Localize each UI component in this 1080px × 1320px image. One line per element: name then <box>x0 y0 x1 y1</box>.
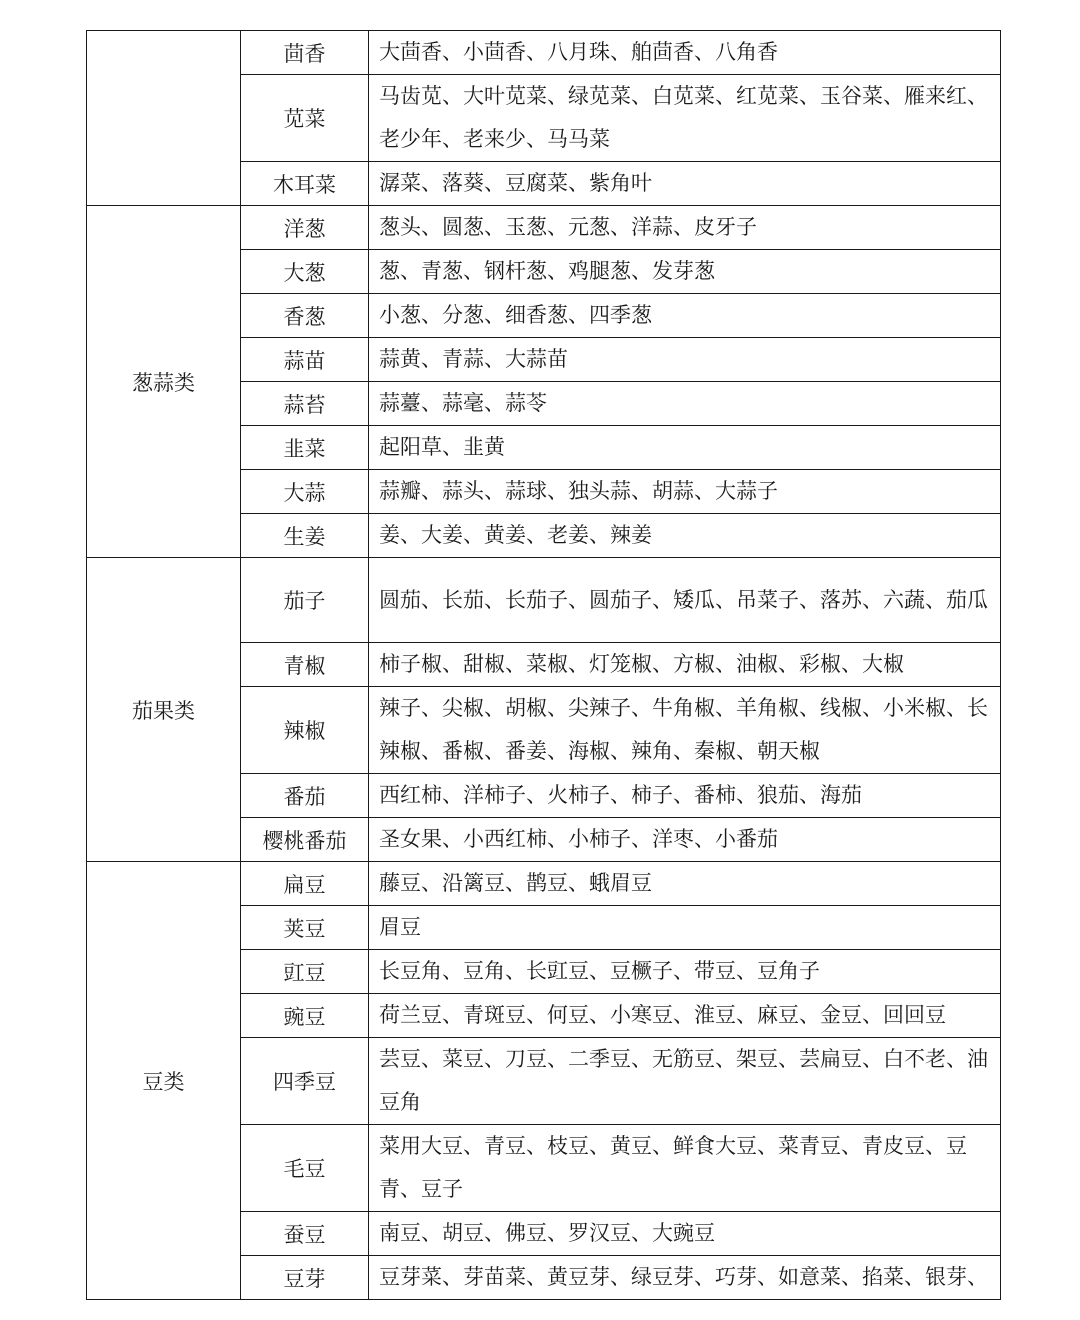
vegetable-name-cell: 蚕豆 <box>241 1212 369 1256</box>
vegetable-name-cell: 四季豆 <box>241 1038 369 1125</box>
category-cell: 豆类 <box>87 862 241 1300</box>
table-row <box>87 31 1001 75</box>
table-body <box>87 31 1001 1300</box>
vegetable-name-cell: 大葱 <box>241 250 369 294</box>
category-cell: 葱蒜类 <box>87 206 241 558</box>
alias-list-cell: 潺菜、落葵、豆腐菜、紫角叶 <box>369 162 1001 206</box>
vegetable-name-cell: 豇豆 <box>241 950 369 994</box>
vegetable-name-cell: 番茄 <box>241 774 369 818</box>
alias-list-cell: 马齿苋、大叶苋菜、绿苋菜、白苋菜、红苋菜、玉谷菜、雁来红、老少年、老来少、马马菜 <box>369 75 1001 162</box>
vegetable-name-cell: 蒜苔 <box>241 382 369 426</box>
alias-list-cell: 葱、青葱、钢杆葱、鸡腿葱、发芽葱 <box>369 250 1001 294</box>
category-cell <box>87 31 241 206</box>
alias-list-cell: 芸豆、菜豆、刀豆、二季豆、无筋豆、架豆、芸扁豆、白不老、油豆角 <box>369 1038 1001 1125</box>
table-row <box>87 206 1001 250</box>
alias-list-cell: 起阳草、韭黄 <box>369 426 1001 470</box>
vegetable-name-cell: 茴香 <box>241 31 369 75</box>
vegetable-name-cell: 茄子 <box>241 558 369 643</box>
alias-list-cell: 豆芽菜、芽苗菜、黄豆芽、绿豆芽、巧芽、如意菜、掐菜、银芽、 <box>369 1256 1001 1300</box>
alias-list-cell: 圆茄、长茄、长茄子、圆茄子、矮瓜、吊菜子、落苏、六蔬、茄瓜 <box>369 558 1001 643</box>
alias-list-cell: 荷兰豆、青斑豆、何豆、小寒豆、淮豆、麻豆、金豆、回回豆 <box>369 994 1001 1038</box>
vegetable-name-cell: 青椒 <box>241 643 369 687</box>
vegetable-name-cell: 毛豆 <box>241 1125 369 1212</box>
alias-list-cell: 大茴香、小茴香、八月珠、舶茴香、八角香 <box>369 31 1001 75</box>
vegetable-name-cell: 香葱 <box>241 294 369 338</box>
vegetable-name-cell: 豆芽 <box>241 1256 369 1300</box>
alias-list-cell: 蒜黄、青蒜、大蒜苗 <box>369 338 1001 382</box>
vegetable-name-cell: 樱桃番茄 <box>241 818 369 862</box>
alias-list-cell: 眉豆 <box>369 906 1001 950</box>
alias-list-cell: 菜用大豆、青豆、枝豆、黄豆、鲜食大豆、菜青豆、青皮豆、豆青、豆子 <box>369 1125 1001 1212</box>
vegetable-name-cell: 辣椒 <box>241 687 369 774</box>
alias-list-cell: 西红柿、洋柿子、火柿子、柿子、番柿、狼茄、海茄 <box>369 774 1001 818</box>
table-row <box>87 862 1001 906</box>
vegetable-alias-table <box>86 30 1001 1300</box>
vegetable-name-cell: 洋葱 <box>241 206 369 250</box>
vegetable-name-cell: 豌豆 <box>241 994 369 1038</box>
vegetable-name-cell: 荚豆 <box>241 906 369 950</box>
alias-list-cell: 葱头、圆葱、玉葱、元葱、洋蒜、皮牙子 <box>369 206 1001 250</box>
alias-list-cell: 南豆、胡豆、佛豆、罗汉豆、大豌豆 <box>369 1212 1001 1256</box>
alias-list-cell: 藤豆、沿篱豆、鹊豆、蛾眉豆 <box>369 862 1001 906</box>
alias-list-cell: 小葱、分葱、细香葱、四季葱 <box>369 294 1001 338</box>
vegetable-name-cell: 苋菜 <box>241 75 369 162</box>
alias-list-cell: 辣子、尖椒、胡椒、尖辣子、牛角椒、羊角椒、线椒、小米椒、长辣椒、番椒、番姜、海椒、辣角、秦椒、朝天椒 <box>369 687 1001 774</box>
alias-list-cell: 蒜薹、蒜毫、蒜苓 <box>369 382 1001 426</box>
vegetable-name-cell: 大蒜 <box>241 470 369 514</box>
alias-list-cell: 姜、大姜、黄姜、老姜、辣姜 <box>369 514 1001 558</box>
vegetable-name-cell: 木耳菜 <box>241 162 369 206</box>
alias-list-cell: 长豆角、豆角、长豇豆、豆橛子、带豆、豆角子 <box>369 950 1001 994</box>
alias-list-cell: 圣女果、小西红柿、小柿子、洋枣、小番茄 <box>369 818 1001 862</box>
vegetable-name-cell: 生姜 <box>241 514 369 558</box>
vegetable-name-cell: 蒜苗 <box>241 338 369 382</box>
alias-list-cell: 柿子椒、甜椒、菜椒、灯笼椒、方椒、油椒、彩椒、大椒 <box>369 643 1001 687</box>
alias-list-cell: 蒜瓣、蒜头、蒜球、独头蒜、胡蒜、大蒜子 <box>369 470 1001 514</box>
table-row <box>87 558 1001 643</box>
vegetable-name-cell: 韭菜 <box>241 426 369 470</box>
vegetable-name-cell: 扁豆 <box>241 862 369 906</box>
category-cell: 茄果类 <box>87 558 241 862</box>
